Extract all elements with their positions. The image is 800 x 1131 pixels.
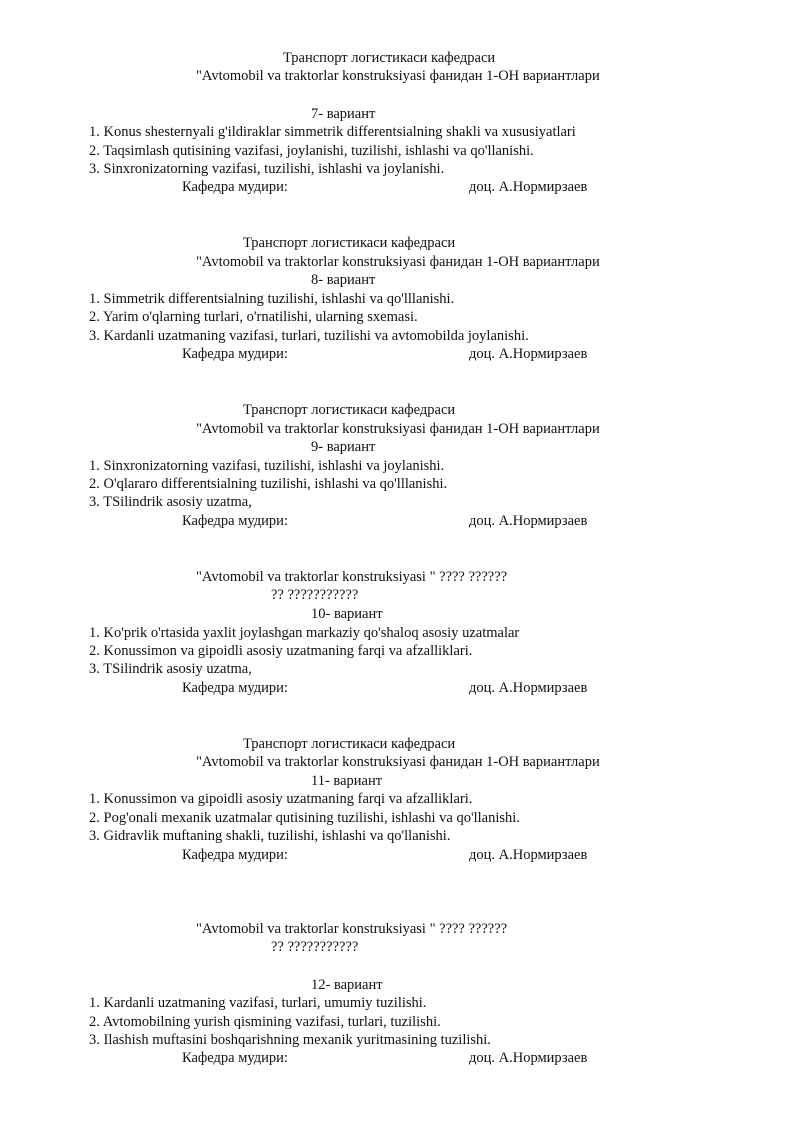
variant-title: 7- вариант <box>311 106 376 122</box>
subject-header: "Avtomobil va traktorlar konstruksiyasi фанидан 1-ОН вариантлари <box>196 754 600 770</box>
subject-header: "Avtomobil va traktorlar konstruksiyasi фанидан 1-ОН вариантлари <box>196 254 600 270</box>
department-header: Транспорт логистикаси кафедраси <box>243 235 456 251</box>
subject-header: "Avtomobil va traktorlar konstruksiyasi " ???? ?????? <box>196 569 508 585</box>
signature-name: доц. А.Нормирзаев <box>469 346 588 362</box>
question-3: 3. Kardanli uzatmaning vazifasi, turlari, tuzilishi va avtomobilda joylanishi. <box>89 328 529 344</box>
department-header: Транспорт логистикаси кафедраси <box>243 402 456 418</box>
question-1: 1. Kardanli uzatmaning vazifasi, turlari, umumiy tuzilishi. <box>89 995 427 1011</box>
question-3: 3. Ilashish muftasini boshqarishning mexanik yuritmasining tuzilishi. <box>89 1032 491 1048</box>
signature-role: Кафедра мудири: <box>182 680 288 696</box>
variant-title: 8- вариант <box>311 272 376 288</box>
subject-header-continued: ?? ??????????? <box>271 939 359 955</box>
question-2: 2. Pog'onali mexanik uzatmalar qutisining tuzilishi, ishlashi va qo'llanishi. <box>89 810 520 826</box>
signature-role: Кафедра мудири: <box>182 847 288 863</box>
question-1: 1. Sinxronizatorning vazifasi, tuzilishi, ishlashi va joylanishi. <box>89 458 445 474</box>
signature-name: доц. А.Нормирзаев <box>469 513 588 529</box>
question-3: 3. TSilindrik asosiy uzatma, <box>89 661 252 677</box>
variant-title: 10- вариант <box>311 606 383 622</box>
question-1: 1. Ko'prik o'rtasida yaxlit joylashgan markaziy qo'shaloq asosiy uzatmalar <box>89 625 520 641</box>
question-2: 2. Konussimon va gipoidli asosiy uzatmaning farqi va afzalliklari. <box>89 643 473 659</box>
signature-role: Кафедра мудири: <box>182 513 288 529</box>
signature-name: доц. А.Нормирзаев <box>469 179 588 195</box>
question-1: 1. Konus shesternyali g'ildiraklar simmetrik differentsialning shakli va xususiyatlari <box>89 124 576 140</box>
signature-role: Кафедра мудири: <box>182 1050 288 1066</box>
question-3: 3. Gidravlik muftaning shakli, tuzilishi, ishlashi va qo'llanishi. <box>89 828 451 844</box>
variant-title: 9- вариант <box>311 439 376 455</box>
signature-role: Кафедра мудири: <box>182 346 288 362</box>
signature-name: доц. А.Нормирзаев <box>469 680 588 696</box>
question-2: 2. Yarim o'qlarning turlari, o'rnatilishi, ularning sxemasi. <box>89 309 418 325</box>
signature-role: Кафедра мудири: <box>182 179 288 195</box>
question-3: 3. TSilindrik asosiy uzatma, <box>89 494 252 510</box>
signature-name: доц. А.Нормирзаев <box>469 1050 588 1066</box>
question-1: 1. Konussimon va gipoidli asosiy uzatmaning farqi va afzalliklari. <box>89 791 473 807</box>
question-2: 2. O'qlararo differentsialning tuzilishi, ishlashi va qo'lllanishi. <box>89 476 448 492</box>
question-2: 2. Avtomobilning yurish qismining vazifasi, turlari, tuzilishi. <box>89 1014 441 1030</box>
subject-header: "Avtomobil va traktorlar konstruksiyasi фанидан 1-ОН вариантлари <box>196 68 600 84</box>
question-2: 2. Taqsimlash qutisining vazifasi, joylanishi, tuzilishi, ishlashi va qo'llanishi. <box>89 143 534 159</box>
signature-name: доц. А.Нормирзаев <box>469 847 588 863</box>
question-3: 3. Sinxronizatorning vazifasi, tuzilishi, ishlashi va joylanishi. <box>89 161 445 177</box>
subject-header: "Avtomobil va traktorlar konstruksiyasi " ???? ?????? <box>196 921 508 937</box>
department-header: Транспорт логистикаси кафедраси <box>243 736 456 752</box>
department-header: Транспорт логистикаси кафедраси <box>283 50 496 66</box>
variant-title: 11- вариант <box>311 773 383 789</box>
variant-title: 12- вариант <box>311 977 383 993</box>
subject-header: "Avtomobil va traktorlar konstruksiyasi фанидан 1-ОН вариантлари <box>196 421 600 437</box>
question-1: 1. Simmetrik differentsialning tuzilishi, ishlashi va qo'lllanishi. <box>89 291 455 307</box>
subject-header-continued: ?? ??????????? <box>271 587 359 603</box>
